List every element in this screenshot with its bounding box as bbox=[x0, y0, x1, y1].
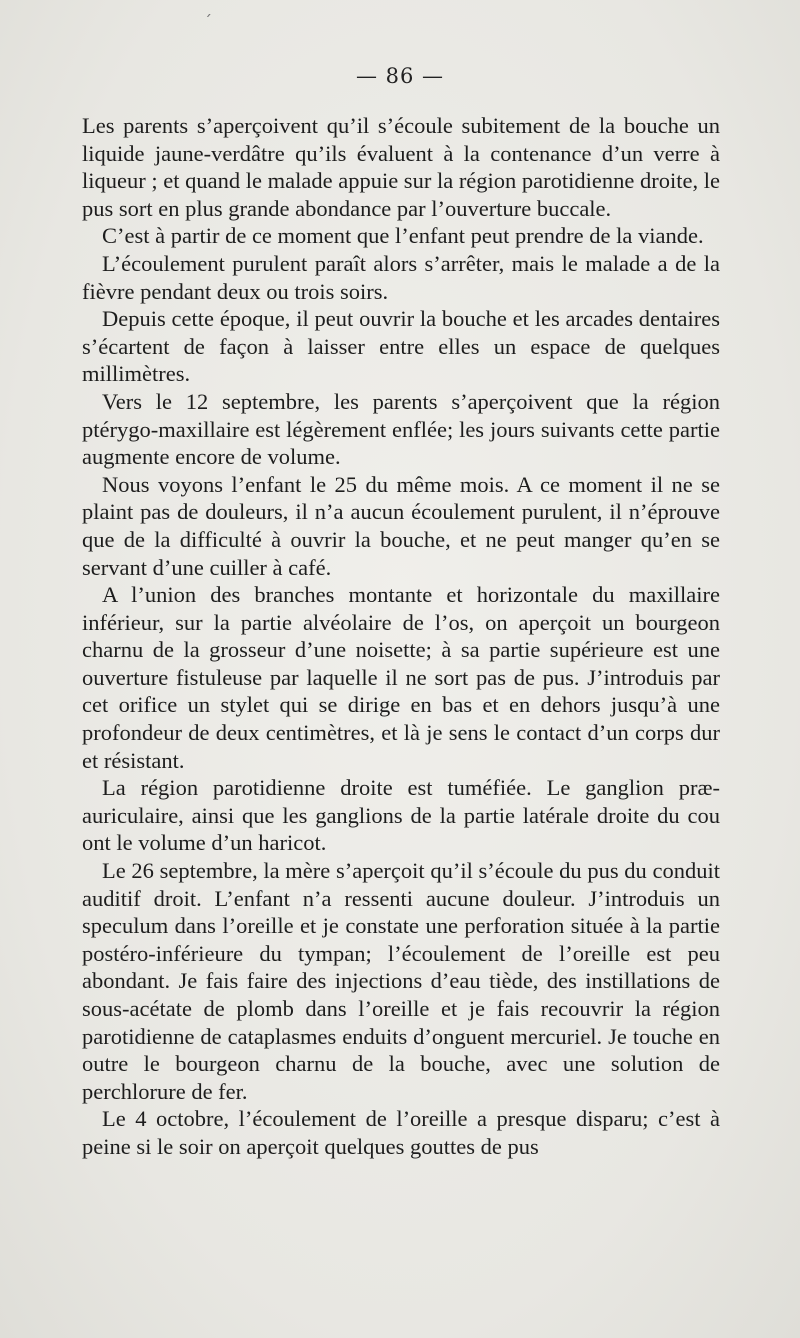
page-number: — 86 — bbox=[355, 64, 445, 88]
paragraph-1: Les parents s’aperçoivent qu’il s’écoule subitement de la bouche un liquide jaune-verdâtre qu’ils évaluent à la contenance d’un verre à liqueur ; et quand le malade appuie sur la région parotidienne droite, le pus sort en plus grande abondance par l’ouverture buccale. bbox=[82, 113, 720, 221]
stray-mark: ˊ bbox=[204, 12, 212, 31]
paragraph-3: L’écoulement purulent paraît alors s’arrêter, mais le malade a de la fièvre pendant deux ou trois soirs. bbox=[82, 250, 720, 304]
paragraph-10: Le 4 octobre, l’écoulement de l’oreille a presque disparu; c’est à peine si le soir on aperçoit quelques gouttes de pus bbox=[82, 1106, 720, 1159]
paragraph-6: Nous voyons l’enfant le 25 du même mois. A ce moment il ne se plaint pas de douleurs, il n’a aucun écoulement purulent, il n’éprouve que de la difficulté à ouvrir la bouche, et ne peut manger qu’en se servant d’une cuiller à café. bbox=[82, 471, 720, 580]
paragraph-4: Depuis cette époque, il peut ouvrir la bouche et les arcades dentaires s’écartent de façon à laisser entre elles un espace de quelques millimètres. bbox=[82, 306, 720, 387]
body-text bbox=[82, 112, 720, 1161]
paragraph-7: A l’union des branches montante et horizontale du maxillaire inférieur, sur la partie alvéolaire de l’os, on aperçoit un bourgeon charnu de la grosseur d’une noisette; à sa partie supérieure est une ouverture fistuleuse par laquelle il ne sort pas de pus. J’introduis par cet orifice un stylet qui se dirige en bas et en dehors jusqu’à une profondeur de deux centimètres, et là je sens le contact d’un corps dur et résistant. bbox=[82, 582, 720, 773]
paragraph-5: Vers le 12 septembre, les parents s’aperçoivent que la région ptérygo-maxillaire est légèrement enflée; les jours suivants cette partie augmente encore de volume. bbox=[82, 388, 720, 470]
paragraph-8: La région parotidienne droite est tuméfiée. Le ganglion præ-auriculaire, ainsi que les ganglions de la partie latérale droite du cou ont le volume d’un haricot. bbox=[82, 775, 720, 856]
paragraph-9: Le 26 septembre, la mère s’aperçoit qu’il s’écoule du pus du conduit auditif droit. L’enfant n’a ressenti aucune douleur. J’introduis un speculum dans l’oreille et je constate une perforation située à la partie postéro-inférieure du tympan; l’écoulement de l’oreille est peu abondant. Je fais faire des injections d’eau tiède, des instillations de sous-acétate de plomb dans l’oreille et je fais recouvrir la région parotidienne de cataplasmes enduits d’onguent mercuriel. Je touche en outre le bourgeon charnu de la bouche, avec une solution de perchlorure de fer. bbox=[82, 858, 720, 1104]
paragraph-2: C’est à partir de ce moment que l’enfant peut prendre de la viande. bbox=[102, 223, 704, 249]
